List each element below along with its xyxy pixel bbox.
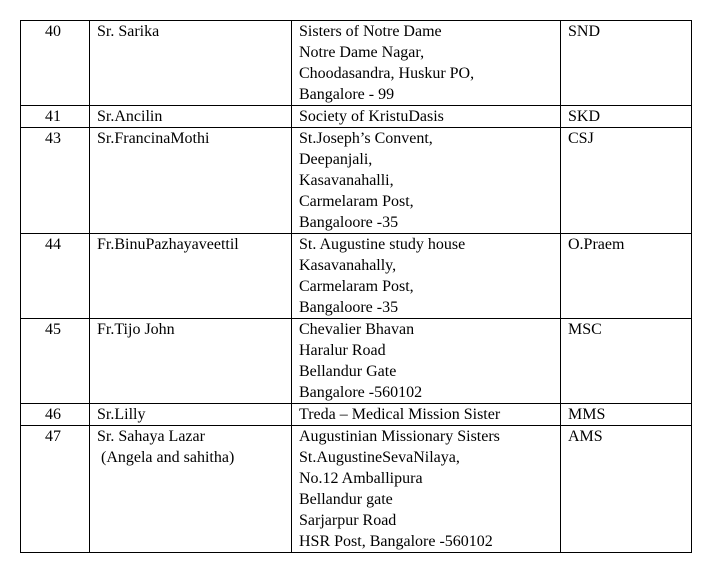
table-row: [21, 128, 692, 234]
address-cell: [292, 128, 561, 234]
member-name-cell: [90, 426, 292, 553]
entry-number: 40: [21, 21, 90, 106]
member-name-line: Fr.BinuPazhayaveettil: [97, 236, 239, 253]
address-line: Haralur Road: [299, 342, 386, 359]
congregation-code: MMS: [561, 404, 692, 426]
address-line: St. Augustine study house: [299, 236, 466, 253]
address-line: Chevalier Bhavan: [299, 321, 415, 338]
address-line: Society of KristuDasis: [299, 108, 444, 125]
entry-number: 45: [21, 319, 90, 404]
member-name-cell: [90, 234, 292, 319]
address-line: Augustinian Missionary Sisters: [299, 428, 500, 445]
member-name-cell: [90, 128, 292, 234]
address-line: Sisters of Notre Dame: [299, 23, 442, 40]
address-line: St.Joseph’s Convent,: [299, 130, 433, 147]
address-line: St.AugustineSevaNilaya,: [299, 449, 460, 466]
entry-number: 47: [21, 426, 90, 553]
address-line: Deepanjali,: [299, 151, 373, 168]
member-name-line: Sr. Sahaya Lazar: [97, 428, 205, 445]
address-line: Bangalore -560102: [299, 384, 423, 401]
directory-table-body: [21, 21, 692, 553]
address-line: Bangaloore -35: [299, 299, 399, 316]
member-name-cell: [90, 21, 292, 106]
address-cell: [292, 319, 561, 404]
member-name-line: Sr.Lilly: [97, 406, 146, 423]
member-name-line: Sr. Sarika: [97, 23, 160, 40]
table-row: [21, 404, 692, 426]
congregation-code: O.Praem: [561, 234, 692, 319]
address-line: Carmelaram Post,: [299, 193, 414, 210]
table-row: [21, 426, 692, 553]
member-name-line: Sr.FrancinaMothi: [97, 130, 210, 147]
member-name-line: Sr.Ancilin: [97, 108, 163, 125]
address-cell: [292, 234, 561, 319]
member-name-cell: [90, 319, 292, 404]
address-line: Kasavanahalli,: [299, 172, 394, 189]
address-cell: [292, 21, 561, 106]
address-line: Bangaloore -35: [299, 214, 399, 231]
table-row: [21, 234, 692, 319]
address-line: Notre Dame Nagar,: [299, 44, 425, 61]
address-cell: [292, 106, 561, 128]
address-line: HSR Post, Bangalore -560102: [299, 533, 493, 550]
address-cell: [292, 404, 561, 426]
congregation-code: MSC: [561, 319, 692, 404]
address-line: Bangalore - 99: [299, 86, 395, 103]
table-row: [21, 319, 692, 404]
member-name-cell: [90, 404, 292, 426]
congregation-code: SKD: [561, 106, 692, 128]
entry-number: 43: [21, 128, 90, 234]
table-row: [21, 106, 692, 128]
address-line: Choodasandra, Huskur PO,: [299, 65, 475, 82]
member-name-cell: [90, 106, 292, 128]
address-line: No.12 Amballipura: [299, 470, 423, 487]
table-row: [21, 21, 692, 106]
entry-number: 41: [21, 106, 90, 128]
entry-number: 46: [21, 404, 90, 426]
congregation-code: SND: [561, 21, 692, 106]
address-line: Bellandur Gate: [299, 363, 397, 380]
member-name-line: Fr.Tijo John: [97, 321, 175, 338]
address-line: Carmelaram Post,: [299, 278, 414, 295]
address-line: Sarjarpur Road: [299, 512, 397, 529]
entry-number: 44: [21, 234, 90, 319]
congregation-code: AMS: [561, 426, 692, 553]
address-cell: [292, 426, 561, 553]
address-line: Kasavanahally,: [299, 257, 397, 274]
member-name-line: (Angela and sahitha): [97, 449, 235, 466]
address-line: Bellandur gate: [299, 491, 393, 508]
directory-table: [20, 20, 692, 553]
address-line: Treda – Medical Mission Sister: [299, 406, 501, 423]
congregation-code: CSJ: [561, 128, 692, 234]
